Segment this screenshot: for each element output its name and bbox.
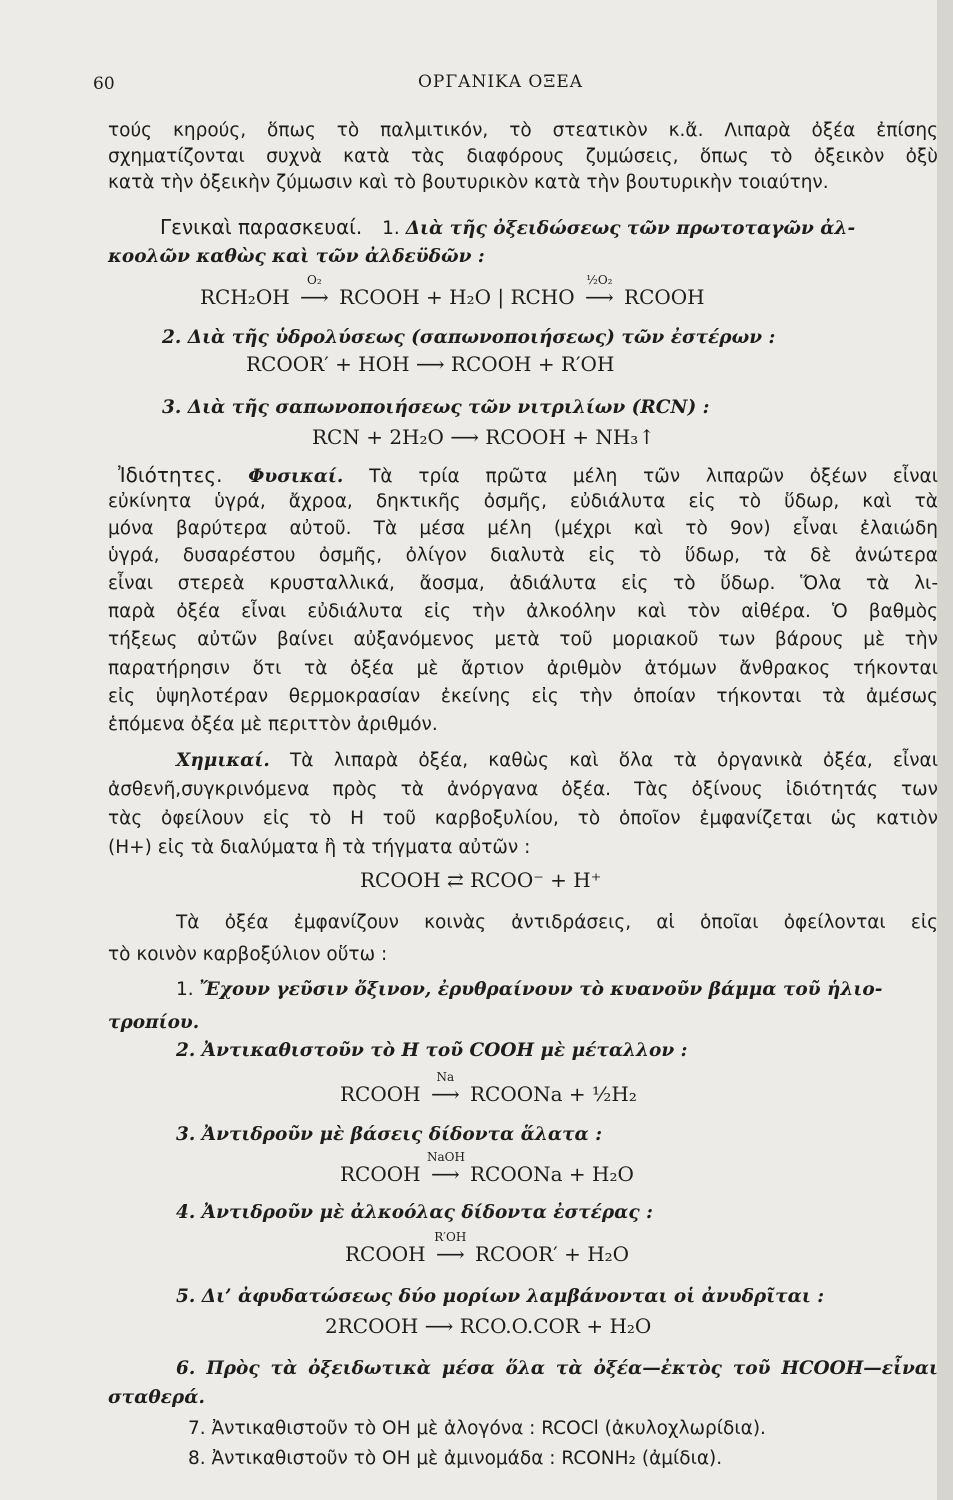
- text-line: κατὰ τὴν ὀξεικὴν ζύμωσιν καὶ τὸ βουτυρικὸν κατὰ τὴν βουτυρικὴν τοιαύτην.: [108, 172, 829, 193]
- text-line: τήξεως αὐτῶν βαίνει αὐξανόμενος μετὰ τοῦ μοριακοῦ των βάρους μὲ τὴν: [108, 629, 938, 650]
- text-line: [176, 748, 938, 774]
- product: RCOOH: [624, 285, 705, 309]
- reaction-item-1: [176, 977, 938, 1003]
- text-line: μόνα βαρύτερα αὐτοῦ. Τὰ μέσα μέλη (μέχρι καὶ τὸ 9ον) εἶναι ἐλαιώδη: [108, 518, 938, 539]
- products: RCOONa + ½H₂: [470, 1082, 637, 1106]
- equation-2: RCOOR′ + HOH ⟶ RCOOH + R′OH: [246, 352, 615, 376]
- arrow-label: O₂: [307, 273, 322, 287]
- equation-r5: 2RCOOH ⟶ RCO.O.COR + H₂O: [325, 1314, 652, 1338]
- equation-4: RCOOH ⇄ RCOO⁻ + H⁺: [360, 868, 602, 892]
- products: RCOOH + H₂O | RCHO: [339, 285, 575, 309]
- text-line: εἰς ὑψηλοτέραν θερμοκρασίαν ἐκείνης εἰς τὴν ὁποίαν τήκονται τὰ ἀμέσως: [108, 686, 938, 707]
- page-number: 60: [93, 74, 115, 94]
- text-line: παρὰ ὀξέα εἶναι εὐδιάλυτα εἰς τὴν ἀλκοόλην καὶ τὸν αἰθέρα. Ὁ βαθμὸς: [108, 601, 938, 622]
- reaction-item-4: 4. Ἀντιδροῦν μὲ ἀλκοόλας δίδοντα ἐστέρας :: [176, 1202, 653, 1223]
- equation-r3: [340, 1150, 634, 1186]
- item-number: 1.: [382, 218, 400, 239]
- text-line: ὑγρά, δυσαρέστου ὀσμῆς, ὀλίγον διαλυτὰ εἰς τὸ ὕδωρ, τὰ δὲ ἀνώτερα: [108, 545, 938, 566]
- item-text: κοολῶν καθὼς καὶ τῶν ἀλδεϋδῶν :: [108, 246, 485, 267]
- reaction-arrow: ½O₂ ⟶: [581, 285, 618, 309]
- prep-heading-line: [160, 214, 938, 242]
- text-line: Τὰ ὀξέα ἐμφανίζουν κοινὰς ἀντιδράσεις, αἱ ὁποῖαι ὀφείλονται εἰς: [176, 912, 938, 933]
- reaction-arrow: O₂ ⟶: [296, 285, 333, 309]
- item-number: 1.: [176, 979, 194, 1000]
- reaction-arrow: NaOH ⟶: [426, 1150, 465, 1186]
- reaction-item-2: 2. Ἀντικαθιστοῦν τὸ H τοῦ COOH μὲ μέταλλον :: [176, 1040, 688, 1061]
- arrow-label: Na: [436, 1070, 455, 1084]
- subheading: Χημικαί.: [176, 750, 270, 771]
- text-line: [118, 462, 938, 490]
- text-line: παρατήρησιν ὅτι τὰ ὀξέα μὲ ἄρτιον ἀριθμὸν ἀτόμων ἄνθρακος τήκονται: [108, 658, 938, 679]
- item-text: 3. Διὰ τῆς σαπωνοποιήσεως τῶν νιτριλίων (RCN) :: [162, 397, 710, 418]
- item-text: σταθερά.: [108, 1387, 205, 1408]
- text-line: σχηματίζονται συχνὰ κατὰ τὰς διαφόρους ζυμώσεις, ὅπως τὸ ὀξεικὸν ὀξὺ: [108, 146, 938, 167]
- arrow-label: ½O₂: [586, 273, 613, 287]
- reactant: RCOOH: [340, 1082, 421, 1106]
- reaction-arrow: R′OH ⟶: [432, 1242, 469, 1266]
- products: RCOOR′ + H₂O: [475, 1242, 630, 1266]
- reactant: RCOOH: [345, 1242, 426, 1266]
- running-title: ΟΡΓΑΝΙΚΑ ΟΞΕΑ: [418, 72, 584, 92]
- text: Τὰ τρία πρῶτα μέλη τῶν λιπαρῶν ὀξέων εἶναι: [369, 466, 938, 487]
- item-text: Διὰ τῆς ὀξειδώσεως τῶν πρωτοταγῶν ἀλ-: [405, 218, 856, 239]
- text-line: τούς κηρούς, ὅπως τὸ παλμιτικόν, τὸ στεατικὸν κ.ἄ. Λιπαρὰ ὀξέα ἐπίσης: [108, 120, 938, 141]
- arrow-label: R′OH: [434, 1230, 467, 1244]
- reaction-item-8: 8. Ἀντικαθιστοῦν τὸ OH μὲ ἀμινομάδα : RCONH₂ (ἀμίδια).: [188, 1448, 723, 1469]
- item-text: τροπίου.: [108, 1012, 200, 1033]
- arrow-label: NaOH: [426, 1150, 465, 1164]
- text: Τὰ λιπαρὰ ὀξέα, καθὼς καὶ ὅλα τὰ ὀργανικὰ ὀξέα, εἶναι: [290, 750, 938, 771]
- section-heading: Γενικαὶ παρασκευαί.: [160, 215, 363, 239]
- products: RCOONa + H₂O: [470, 1162, 634, 1186]
- text-line: ἀσθενῆ,συγκρινόμενα πρὸς τὰ ἀνόργανα ὀξέα. Τὰς ὀξίνους ἰδιότητάς των: [108, 779, 938, 800]
- text-line: τὸ κοινὸν καρβοξύλιον οὕτω :: [108, 944, 388, 965]
- text-line: εἶναι στερεὰ κρυσταλλικά, ἄοσμα, ἀδιάλυτα εἰς τὸ ὕδωρ. Ὅλα τὰ λι-: [108, 573, 938, 594]
- reaction-item-5: 5. Δι’ ἀφυδατώσεως δύο μορίων λαμβάνονται οἱ ἀνυδρῖται :: [176, 1286, 825, 1307]
- equation-3: RCN + 2H₂O ⟶ RCOOH + NH₃↑: [312, 425, 656, 449]
- equation-r2: [340, 1070, 637, 1106]
- item-text: 2. Διὰ τῆς ὑδρολύσεως (σαπωνοποιήσεως) τῶν ἐστέρων :: [162, 327, 776, 348]
- text-line: τὰς ὀφείλουν εἰς τὸ H τοῦ καρβοξυλίου, τὸ ὁποῖον ἐμφανίζεται ὡς κατιὸν: [108, 808, 938, 829]
- subheading: Φυσικαί.: [248, 466, 344, 487]
- reaction-item-6: 6. Πρὸς τὰ ὀξειδωτικὰ μέσα ὅλα τὰ ὀξέα—ἐκτὸς τοῦ HCOOH—εἶναι: [176, 1358, 938, 1379]
- reactant: RCH₂OH: [200, 285, 290, 309]
- item-text: Ἔχουν γεῦσιν ὄξινον, ἐρυθραίνουν τὸ κυανοῦν βάμμα τοῦ ἡλιο-: [199, 979, 883, 1000]
- text-line: (H+) εἰς τὰ διαλύματα ἢ τὰ τήγματα αὐτῶν :: [108, 837, 531, 858]
- reaction-item-3: 3. Ἀντιδροῦν μὲ βάσεις δίδοντα ἅλατα :: [176, 1124, 603, 1145]
- page-edge: [937, 0, 953, 1500]
- reactant: RCOOH: [340, 1162, 421, 1186]
- text-line: εὐκίνητα ὑγρά, ἄχροα, δηκτικῆς ὀσμῆς, εὐδιάλυτα εἰς τὸ ὕδωρ, καὶ τὰ: [108, 491, 938, 512]
- equation-1: [200, 273, 705, 309]
- equation-r4: [345, 1230, 630, 1266]
- reaction-item-7: 7. Ἀντικαθιστοῦν τὸ OH μὲ ἀλογόνα : RCOCl (ἀκυλοχλωρίδια).: [188, 1418, 766, 1439]
- reaction-arrow: Na ⟶: [427, 1082, 464, 1106]
- text-line: ἑπόμενα ὀξέα μὲ περιττὸν ἀριθμόν.: [108, 714, 438, 735]
- section-heading: Ἰδιότητες.: [118, 463, 223, 487]
